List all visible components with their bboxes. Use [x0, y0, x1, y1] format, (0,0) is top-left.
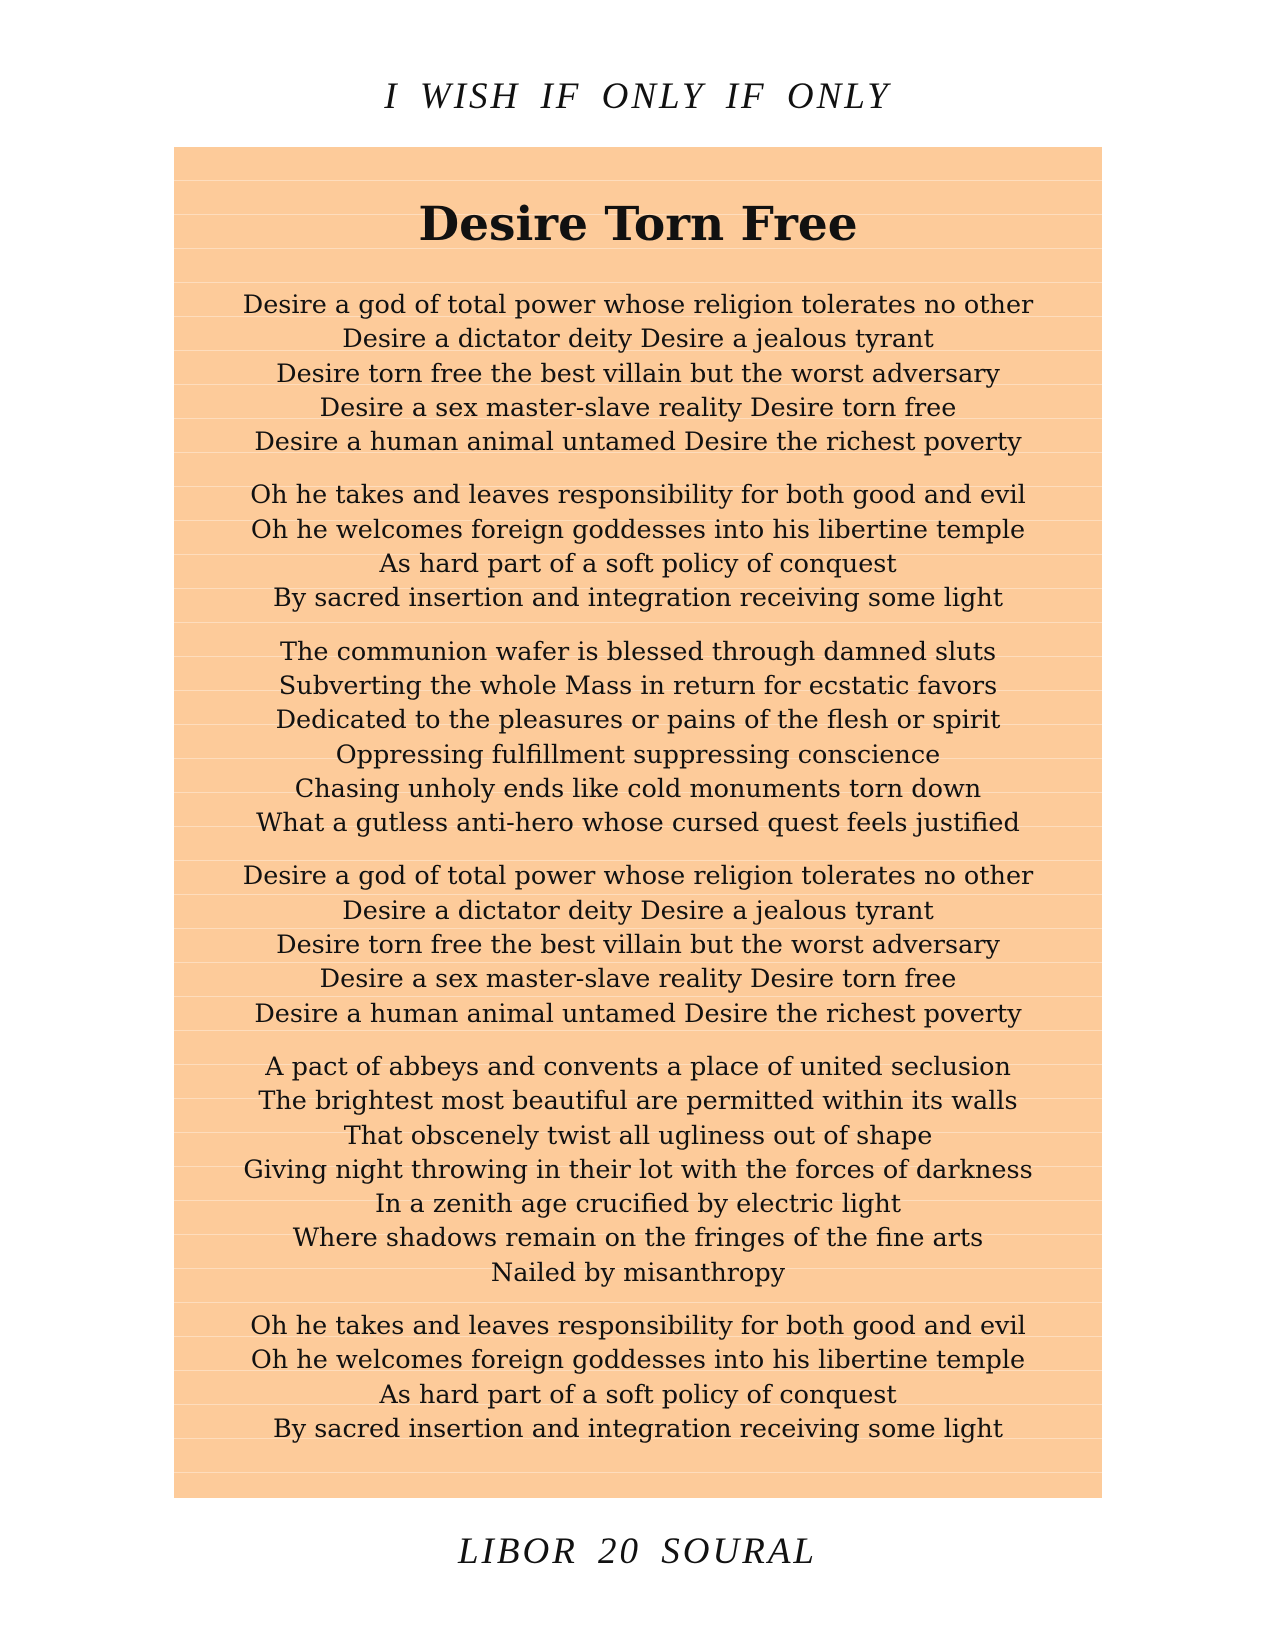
poem-stanza	[174, 1309, 1102, 1446]
poem-line: Oh he welcomes foreign goddesses into his libertine temple	[250, 1345, 1026, 1376]
poem-title: Desire Torn Free	[418, 197, 858, 252]
poem-line: Where shadows remain on the fringes of the fine arts	[292, 1223, 984, 1254]
poem-line: Desire a dictator deity Desire a jealous tyrant	[342, 895, 934, 926]
poem-line: The brightest most beautiful are permitted within its walls	[258, 1086, 1018, 1117]
poem-line: That obscenely twist all ugliness out of shape	[343, 1120, 933, 1151]
poem-line: Desire torn free the best villain but the worst adversary	[276, 358, 1000, 389]
poem-stanza	[174, 635, 1102, 841]
page-header: I WISH IF ONLY IF ONLY	[384, 76, 891, 117]
poem-line: Desire a god of total power whose religion tolerates no other	[242, 861, 1034, 892]
poem-line: What a gutless anti-hero whose cursed quest feels justified	[256, 808, 1020, 839]
page-footer: LIBOR 20 SOURAL	[457, 1531, 818, 1572]
poem-line: By sacred insertion and integration receiving some light	[272, 583, 1004, 614]
poem-stanza	[174, 1050, 1102, 1290]
poem-line: Oh he welcomes foreign goddesses into his libertine temple	[250, 514, 1026, 545]
poem-line: Subverting the whole Mass in return for ecstatic favors	[278, 670, 998, 701]
poem-body	[174, 288, 1102, 1465]
poem-line: In a zenith age crucified by electric light	[374, 1189, 902, 1220]
poem-line: As hard part of a soft policy of conquest	[379, 549, 897, 580]
poem-line: Nailed by misanthropy	[490, 1257, 786, 1288]
poem-line: Dedicated to the pleasures or pains of the flesh or spirit	[275, 705, 1001, 736]
poem-line: Desire a sex master-slave reality Desire torn free	[319, 964, 957, 995]
poem-line: A pact of abbeys and convents a place of united seclusion	[265, 1051, 1011, 1082]
poem-line: Oh he takes and leaves responsibility for both good and evil	[250, 1311, 1026, 1342]
poem-line: Chasing unholy ends like cold monuments torn down	[294, 773, 982, 804]
poem-line: Desire a human animal untamed Desire the richest poverty	[254, 427, 1022, 458]
poem-line: Desire a sex master-slave reality Desire torn free	[319, 392, 957, 423]
poem-stanza	[174, 478, 1102, 615]
poem-line: Desire torn free the best villain but the worst adversary	[276, 930, 1000, 961]
poem-line: Oh he takes and leaves responsibility for both good and evil	[250, 480, 1026, 511]
poem-panel	[174, 147, 1102, 1498]
poem-line: Desire a dictator deity Desire a jealous tyrant	[342, 324, 934, 355]
poem-line: The communion wafer is blessed through damned sluts	[279, 636, 997, 667]
poem-line: Oppressing fulfillment suppressing conscience	[335, 739, 941, 770]
poem-stanza	[174, 288, 1102, 459]
poem-line: As hard part of a soft policy of conquest	[379, 1379, 897, 1410]
poem-line: By sacred insertion and integration receiving some light	[272, 1413, 1004, 1444]
poem-line: Desire a human animal untamed Desire the richest poverty	[254, 998, 1022, 1029]
poem-line: Giving night throwing in their lot with the forces of darkness	[243, 1154, 1033, 1185]
poem-stanza	[174, 859, 1102, 1030]
poem-line: Desire a god of total power whose religion tolerates no other	[242, 290, 1034, 320]
